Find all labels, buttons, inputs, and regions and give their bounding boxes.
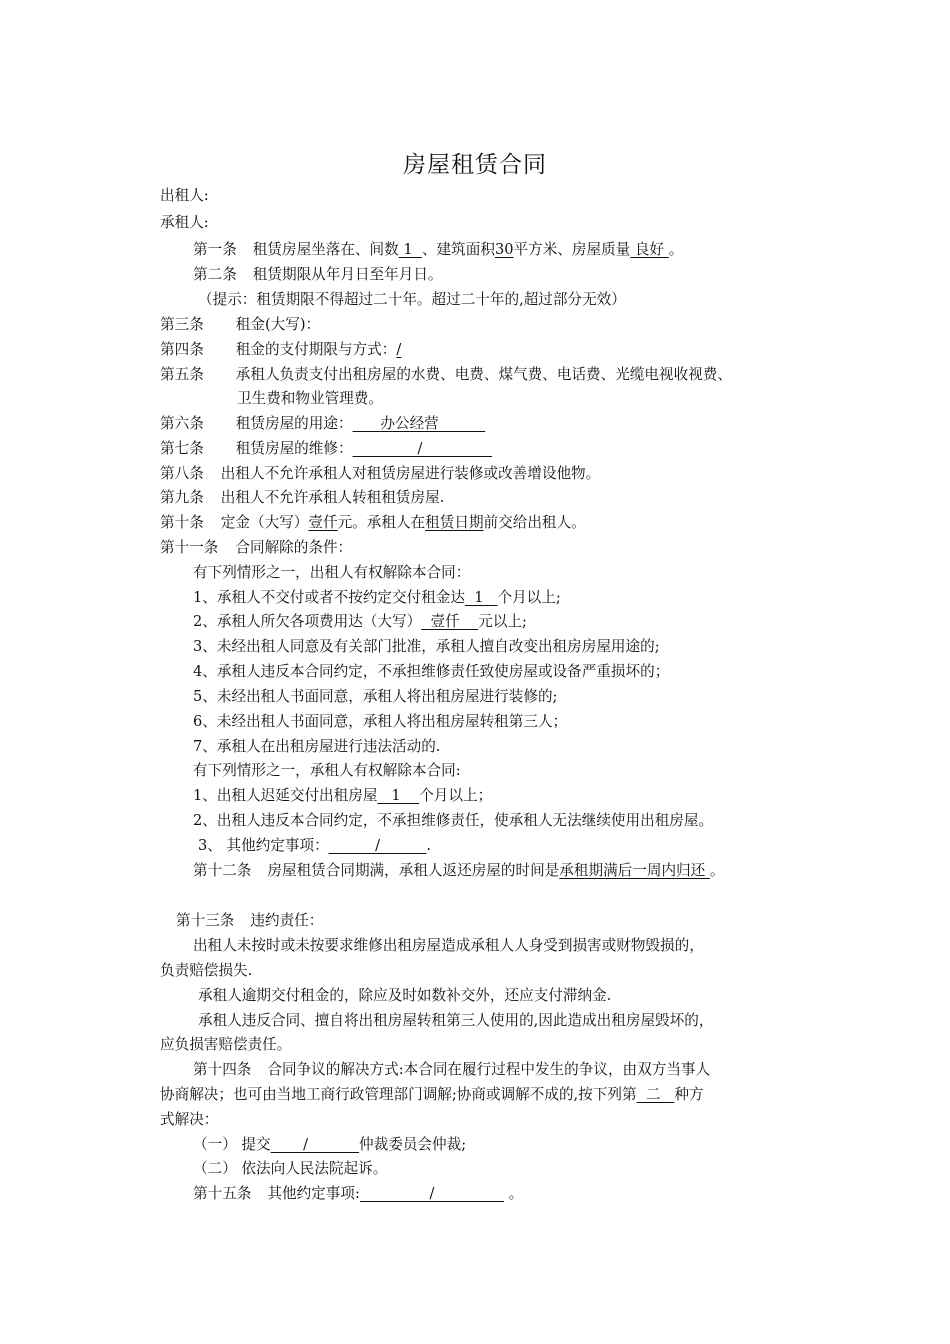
article-text: 合同争议的解决方式:本合同在履行过程中发生的争议，由双方当事人 — [267, 1061, 711, 1078]
article-1 — [193, 240, 683, 260]
article-number: 第八条 — [160, 465, 204, 482]
lessee-rescission-intro: 有下列情形之一，承租人有权解除本合同: — [193, 762, 461, 779]
maintenance-field: / — [352, 440, 493, 457]
article-text: 房屋租赁合同期满，承租人返还房屋的时间是 — [267, 862, 560, 879]
article-number: 第五条 — [160, 366, 204, 383]
condition-text: 个月以上; — [497, 589, 561, 606]
lessor-line: 出租人: — [160, 187, 209, 204]
article-number: 第十一条 — [160, 539, 219, 556]
article-11 — [160, 538, 352, 558]
article-12 — [193, 861, 724, 881]
resolution-option-1 — [193, 1135, 466, 1155]
article-text: 。 — [709, 862, 725, 879]
article-5 — [160, 365, 732, 385]
article-number: 第四条 — [160, 341, 204, 358]
article-text: 。 — [503, 1185, 524, 1202]
article-number: 第一条 — [193, 241, 237, 258]
article-text: 协商解决；也可由当地工商行政管理部门调解;协商或调解不成的,按下列第 — [160, 1086, 637, 1103]
article-text: 合同解除的条件： — [235, 539, 353, 556]
article-5-continued: 卫生费和物业管理费。 — [237, 390, 383, 407]
delay-months-field: 1 — [377, 787, 420, 804]
return-time-field: 承租期满后一周内归还 — [559, 862, 710, 879]
usage-field: 办公经营 — [352, 415, 486, 432]
condition-text: 1、承租人不交付或者不按约定交付租金达 — [193, 589, 465, 606]
lessor-condition-6: 6、未经出租人书面同意，承租人将出租房屋转租第三人； — [193, 713, 568, 730]
lessor-condition-4: 4、承租人违反本合同约定，不承担维修责任致使房屋或设备严重损坏的； — [193, 663, 670, 680]
article-text: 、建筑面积 — [421, 241, 495, 258]
liability-paragraph-1: 出租人未按时或未按要求维修出租房屋造成承租人人身受到损害或财物毁损的， — [193, 937, 704, 954]
condition-text: 2、承租人所欠各项费用达（大写） — [193, 613, 422, 630]
article-number: 第十四条 — [193, 1061, 252, 1078]
article-text: 。 — [668, 241, 684, 258]
article-2 — [193, 265, 443, 285]
option-text: （一） 提交 — [193, 1136, 271, 1153]
article-7 — [160, 439, 492, 459]
article-number: 第十条 — [160, 514, 204, 531]
other-agreements-field: / — [359, 1185, 504, 1202]
article-14-line-3: 式解决： — [160, 1111, 219, 1128]
liability-paragraph-1-continued: 负责赔偿损失. — [160, 962, 253, 979]
article-number: 第二条 — [193, 266, 237, 283]
article-text: 租赁房屋的维修： — [235, 440, 353, 457]
article-text: 违约责任： — [250, 912, 324, 929]
lessee-condition-3 — [198, 836, 431, 856]
article-14-line-2 — [160, 1085, 704, 1105]
article-number: 第十五条 — [193, 1185, 252, 1202]
article-4 — [160, 340, 401, 360]
article-number: 第三条 — [160, 316, 204, 333]
article-text: 其他约定事项: — [267, 1185, 360, 1202]
article-text: 租赁房屋的用途： — [235, 415, 353, 432]
article-number: 第六条 — [160, 415, 204, 432]
area-field: 30 — [494, 241, 514, 258]
lessor-condition-1 — [193, 588, 561, 608]
article-text: 租赁期限从年月日至年月日。 — [252, 266, 443, 283]
resolution-option-field: 二 — [636, 1086, 675, 1103]
article-3 — [160, 315, 320, 335]
lessor-condition-5: 5、未经出租人书面同意，承租人将出租房屋进行装修的; — [193, 688, 558, 705]
article-text: 前交给出租人。 — [483, 514, 586, 531]
article-6 — [160, 414, 485, 434]
option-text: 仲裁委员会仲裁; — [359, 1136, 467, 1153]
article-number: 第十二条 — [193, 862, 252, 879]
article-text: 租金的支付期限与方式： — [235, 341, 397, 358]
lessor-rescission-intro: 有下列情形之一，出租人有权解除本合同： — [193, 564, 471, 581]
lessee-line: 承租人: — [160, 214, 209, 231]
article-text: 定金（大写） — [220, 514, 309, 531]
arbitration-committee-field: / — [270, 1136, 360, 1153]
deposit-date-field: 租赁日期 — [425, 514, 484, 531]
article-text: 出租人不允许承租人转租租赁房屋. — [220, 489, 445, 506]
lessor-condition-2 — [193, 612, 527, 632]
lessor-condition-7: 7、承租人在出租房屋进行违法活动的. — [193, 738, 441, 755]
article-14 — [193, 1060, 710, 1080]
condition-text: 1、出租人迟延交付出租房屋 — [193, 787, 378, 804]
article-text: 租金(大写)： — [235, 316, 321, 333]
resolution-option-2: （二） 依法向人民法院起诉。 — [193, 1160, 388, 1177]
article-9 — [160, 488, 444, 508]
condition-text: 3、 其他约定事项： — [198, 837, 329, 854]
article-number: 第九条 — [160, 489, 204, 506]
article-number: 第十三条 — [176, 912, 235, 929]
article-13 — [176, 911, 323, 931]
article-8 — [160, 464, 600, 484]
lessor-condition-3: 3、未经出租人同意及有关部门批准，承租人擅自改变出租房房屋用途的; — [193, 638, 660, 655]
lessee-condition-2: 2、出租人违反本合同约定，不承担维修责任，使承租人无法继续使用出租房屋。 — [193, 812, 714, 829]
deposit-amount-field: 壹仟 — [308, 514, 338, 531]
article-text: 租赁房屋坐落在、间数 — [252, 241, 399, 258]
article-text: 元。承租人在 — [337, 514, 426, 531]
other-matters-field: / — [328, 837, 427, 854]
article-10 — [160, 513, 586, 533]
condition-text: 个月以上； — [419, 787, 493, 804]
article-text: 平方米、房屋质量 — [513, 241, 631, 258]
lessee-condition-1 — [193, 786, 492, 806]
article-text: 种方 — [674, 1086, 704, 1103]
article-number: 第七条 — [160, 440, 204, 457]
liability-paragraph-3: 承租人违反合同、擅自将出租房屋转租第三人使用的,因此造成出租房屋毁坏的， — [198, 1012, 714, 1029]
liability-paragraph-3-continued: 应负损害赔偿责任。 — [160, 1036, 292, 1053]
liability-paragraph-2: 承租人逾期交付租金的，除应及时如数补交外，还应支付滞纳金. — [198, 987, 612, 1004]
term-hint: （提示：租赁期限不得超过二十年。超过二十年的,超过部分无效） — [198, 291, 626, 308]
article-text: 出租人不允许承租人对租赁房屋进行装修或改善增设他物。 — [220, 465, 601, 482]
quality-field: 良好 — [630, 241, 669, 258]
unpaid-fees-field: 壹仟 — [421, 613, 479, 630]
article-15 — [193, 1184, 523, 1204]
payment-method-field: / — [396, 341, 402, 358]
article-text: 承租人负责支付出租房屋的水费、电费、煤气费、电话费、光缆电视收视费、 — [235, 366, 732, 383]
rooms-count-field: 1 — [398, 241, 422, 258]
condition-text: . — [426, 837, 432, 854]
months-overdue-field: 1 — [464, 589, 498, 606]
condition-text: 元以上; — [478, 613, 527, 630]
document-title: 房屋租赁合同 — [403, 152, 547, 178]
